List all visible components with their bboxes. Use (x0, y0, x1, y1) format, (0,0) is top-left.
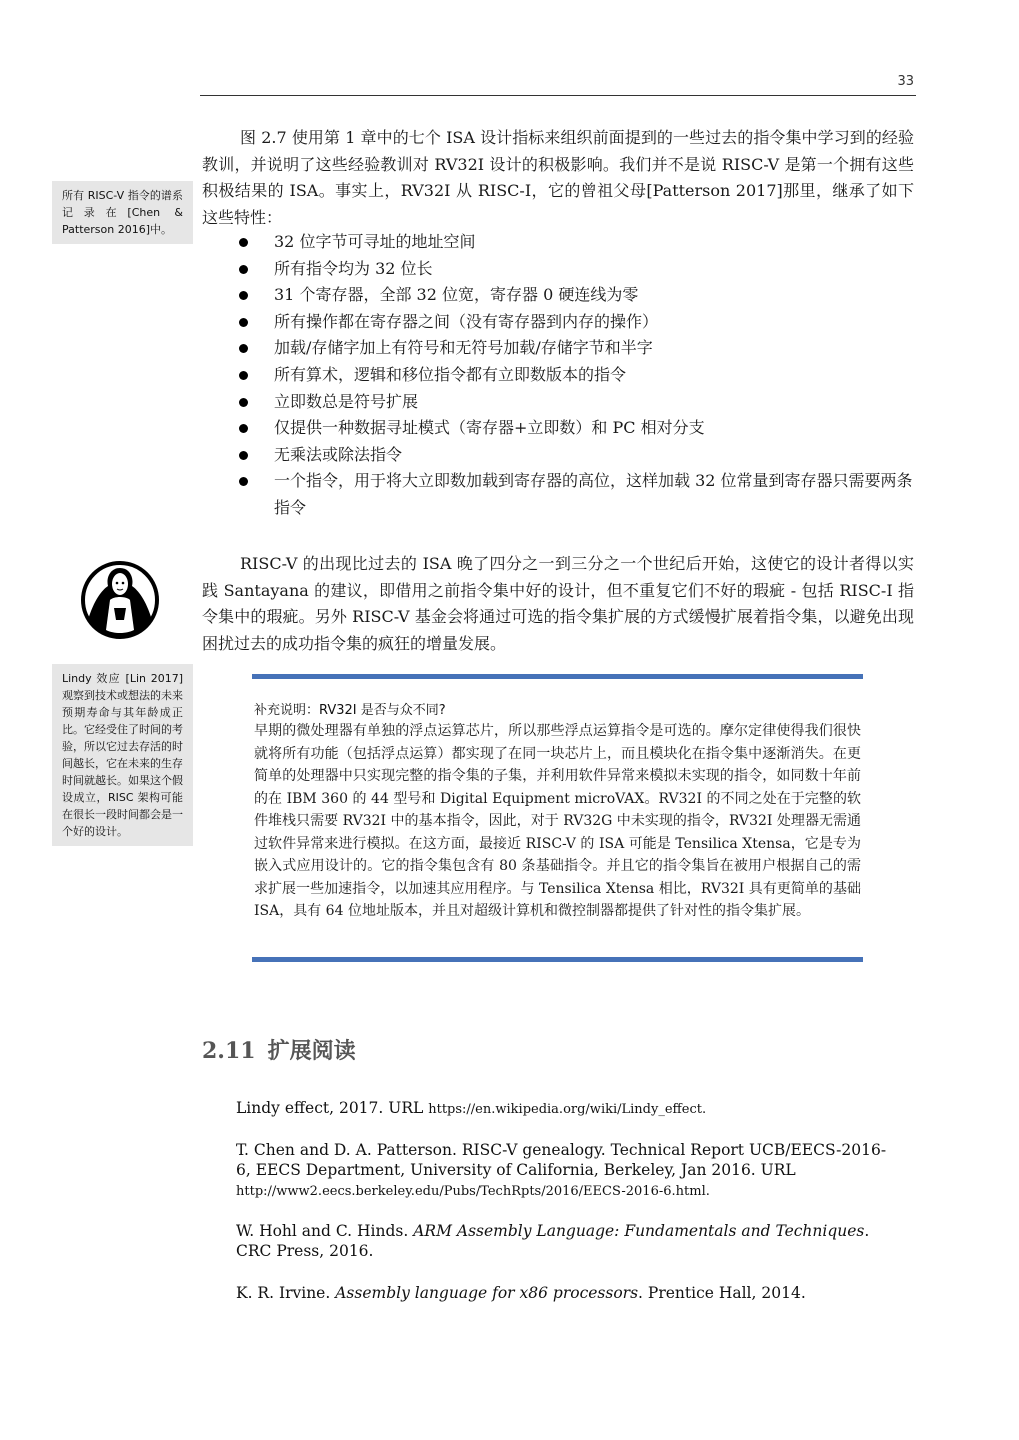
list-item: 所有算术，逻辑和移位指令都有立即数版本的指令 (236, 362, 916, 389)
list-item: 仅提供一种数据寻址模式（寄存器+立即数）和 PC 相对分支 (236, 415, 916, 442)
bullet-icon (239, 344, 248, 353)
header-rule (200, 95, 916, 96)
bullet-icon (239, 398, 248, 407)
section-number: 2.11 (202, 1038, 256, 1064)
reference-item: Lindy effect, 2017. URL https://en.wikipedia.org/wiki/Lindy_effect. (236, 1099, 707, 1117)
list-item: 所有指令均为 32 位长 (236, 256, 916, 283)
reference-title: Assembly language for x86 processors (335, 1284, 639, 1302)
sidenote-genealogy: 所有 RISC-V 指令的谱系记录在[Chen & Patterson 2016]中。 (52, 181, 193, 244)
reference-item: K. R. Irvine. Assembly language for x86 processors. Prentice Hall, 2014. (236, 1284, 806, 1302)
list-item: 立即数总是符号扩展 (236, 389, 916, 416)
feature-list (236, 229, 916, 522)
reference-item: W. Hohl and C. Hinds. ARM Assembly Language: Fundamentals and Techniques. CRC Press, 2016. (236, 1222, 870, 1260)
box-top-rule (252, 674, 863, 679)
box-body: 早期的微处理器有单独的浮点运算芯片，所以那些浮点运算指令是可选的。摩尔定律使得我们很快就将所有功能（包括浮点运算）都实现了在同一块芯片上，而且模块化在指令集中逐渐消失。在更简单的处理器中只实现完整的指令集的子集，并利用软件异常来模拟未实现的指令，如同数十年前的在 IBM 360 的 44 型号和 Digital Equipment microVAX。RV32I 的不同之处在于完整的软件堆栈只需要 RV32I 中的基本指令，因此，对于 RV32G 中未实现的指令，RV32I 处理器无需通过软件异常来进行模拟。在这方面，最接近 RISC-V 的 ISA 可能是 Tensilica Xtensa，它是专为嵌入式应用设计的。它的指令集包含有 80 条基础指令。并且它的指令集旨在被用户根据自己的需求扩展一些加速指令，以加速其应用程序。与 Tensilica Xtensa 相比，RV32I 具有更简单的基础 ISA，具有 64 位地址版本，并且对超级计算机和微控制器都提供了针对性的指令集扩展。 (254, 723, 861, 919)
bullet-icon (239, 451, 248, 460)
box-title: 补充说明：RV32I 是否与众不同? (254, 703, 446, 718)
section-heading (202, 1034, 356, 1065)
section-title: 扩展阅读 (267, 1038, 356, 1064)
bullet-icon (239, 291, 248, 300)
bullet-icon (239, 477, 248, 486)
list-item: 32 位字节可寻址的地址空间 (236, 229, 916, 256)
bullet-icon (239, 265, 248, 274)
bullet-icon (239, 238, 248, 247)
intro-paragraph: 图 2.7 使用第 1 章中的七个 ISA 设计指标来组织前面提到的一些过去的指令集中学习到的经验教训，并说明了这些经验教训对 RV32I 设计的积极影响。我们并不是说 RISC-V 是第一个拥有这些积极结果的 ISA。事实上，RV32I 从 RISC-I，它的曾祖父母[Patterson 2017]那里，继承了如下这些特性： (202, 128, 914, 227)
bullet-icon (239, 424, 248, 433)
list-item: 31 个寄存器，全部 32 位宽，寄存器 0 硬连线为零 (236, 282, 916, 309)
bullet-icon (239, 318, 248, 327)
page-number: 33 (897, 74, 914, 89)
box-bottom-rule (252, 957, 863, 962)
reference-url[interactable]: http://www2.eecs.berkeley.edu/Pubs/TechRpts/2016/EECS-2016-6.html. (236, 1184, 710, 1199)
bullet-icon (239, 371, 248, 380)
reference-url[interactable]: https://en.wikipedia.org/wiki/Lindy_effect. (428, 1102, 707, 1117)
list-item: 无乘法或除法指令 (236, 442, 916, 469)
mona-lisa-icon (80, 560, 160, 640)
list-item: 一个指令，用于将大立即数加载到寄存器的高位，这样加载 32 位常量到寄存器只需要两条指令 (236, 468, 916, 521)
list-item: 加载/存储字加上有符号和无符号加载/存储字节和半字 (236, 335, 916, 362)
sidenote-lindy: Lindy 效应 [Lin 2017]观察到技术或想法的未来预期寿命与其年龄成正比。它经受住了时间的考验，所以它过去存活的时间越长，它在未来的生存时间就越长。如果这个假设成立，RISC 架构可能在很长一段时间都会是一个好的设计。 (52, 664, 193, 846)
second-paragraph: RISC-V 的出现比过去的 ISA 晚了四分之一到三分之一个世纪后开始，这使它的设计者得以实践 Santayana 的建议，即借用之前指令集中好的设计，但不重复它们不好的瑕疵 - 包括 RISC-I 指令集中的瑕疵。另外 RISC-V 基金会将通过可选的指令集扩展的方式缓慢扩展着指令集，以避免出现困扰过去的成功指令集的疯狂的增量发展。 (202, 554, 914, 653)
list-item: 所有操作都在寄存器之间（没有寄存器到内存的操作） (236, 309, 916, 336)
reference-item: T. Chen and D. A. Patterson. RISC-V genealogy. Technical Report UCB/EECS-2016-6, EECS Department, University of California, Berkeley, Jan 2016. URL http://www2.eecs.berkeley.edu/Pubs/TechRpts/2016/EECS-2016-6.html. (236, 1141, 887, 1199)
reference-title: ARM Assembly Language: Fundamentals and Techniques (413, 1222, 865, 1240)
